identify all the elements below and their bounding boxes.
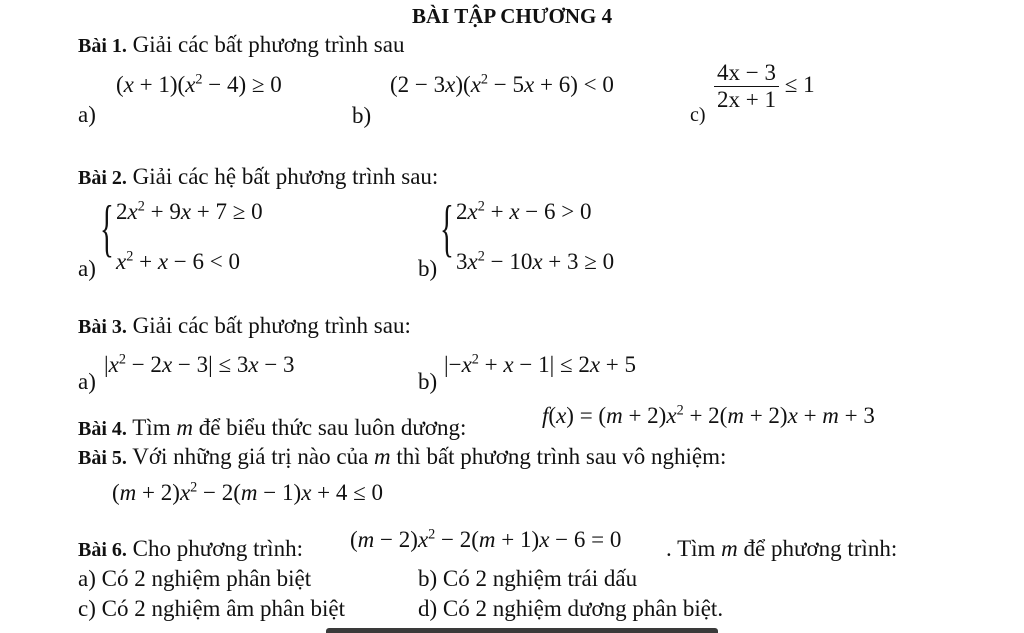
bai5-text-after: thì bất phương trình sau vô nghiệm: [396,444,727,469]
bai1-text: Giải các bất phương trình sau [132,32,405,57]
bai1-heading [78,32,404,58]
bai6-var-m: m [721,536,738,561]
bai6-option-a: a) Có 2 nghiệm phân biệt [78,566,312,591]
bai6-expression: $(m - 2)x^2 - 2(m + 1)x - 6 = 0$ [350,526,622,552]
bai2-text: Giải các hệ bất phương trình sau: [132,164,439,189]
bai4-text-after: để biểu thức sau luôn dương: [198,415,467,440]
bai6-text-mid: . Tìm [666,536,716,561]
bai3-label: Bài 3. [78,316,127,338]
bai1-a-label: a) [78,102,96,127]
bai1-b-expression: $(2 - 3x)(x^2 - 5x + 6) < 0$ [390,71,614,97]
bai4-label: Bài 4. [78,418,127,440]
bai6-option-c: c) Có 2 nghiệm âm phân biệt [78,596,345,621]
bai2-a-brace: { [100,192,114,263]
bai2-b-label: b) [418,256,438,281]
bai3-heading [78,313,411,339]
bai2-label: Bài 2. [78,167,127,189]
bai1-c-expression: $\frac{4x - 3}{2x + 1}$ ≤ 1 [714,60,815,113]
bai3-b-expression: $|-x^2 + x - 1| \le 2x + 5$ [444,351,637,377]
bai3-text: Giải các bất phương trình sau: [132,313,411,338]
bai6-option-b: b) Có 2 nghiệm trái dấu [418,566,638,591]
bai2-b-line2: $3x^2 - 10x + 3 \ge 0$ [456,248,615,274]
bai3-a-expression: $|x^2 - 2x - 3| \le 3x - 3$ [104,351,295,377]
bai5-label: Bài 5. [78,447,127,469]
horizontal-scrollbar[interactable] [326,628,718,633]
bai1-c-denominator: 2x + 1 [717,87,776,112]
bai5-heading [78,444,726,470]
bai4-heading [78,415,466,441]
bai1-a-expression: $(x + 1)(x^2 - 4) \ge 0$ [116,71,282,97]
page-title: BÀI TẬP CHƯƠNG 4 [412,4,613,28]
bai6-option-d: d) Có 2 nghiệm dương phân biệt. [418,596,724,621]
bai3-b-label: b) [418,369,438,394]
bai1-c-fraction [714,60,779,113]
bai5-text-before: Với những giá trị nào của [132,444,369,469]
bai6-label: Bài 6. [78,539,127,561]
bai6-heading [78,536,303,562]
bai1-label: Bài 1. [78,35,127,57]
bai5-expression: $(m + 2)x^2 - 2(m - 1)x + 4 \le 0$ [112,479,384,505]
bai5-var-m: m [374,444,391,469]
bai6-tail [666,536,897,562]
bai6-text-after: để phương trình: [743,536,898,561]
bai2-b-brace: { [440,192,454,263]
bai2-heading [78,164,438,190]
bai1-b-label: b) [352,103,372,128]
bai2-a-line2: $x^2 + x - 6 < 0$ [116,248,240,274]
bai6-text-before: Cho phương trình: [132,536,303,561]
bai2-a-line1: $2x^2 + 9x + 7 \ge 0$ [116,198,263,224]
bai2-a-label: a) [78,256,96,281]
bai1-c-numerator: 4x − 3 [714,60,779,87]
bai4-var-m: m [176,415,193,440]
bai3-a-label: a) [78,369,96,394]
bai4-text-before: Tìm [132,415,171,440]
bai2-b-line1: $2x^2 + x - 6 > 0$ [456,198,592,224]
bai4-expression: $f(x) = (m + 2)x^2 + 2(m + 2)x + m + 3$ [542,402,875,428]
bai1-c-label: c) [690,104,706,126]
